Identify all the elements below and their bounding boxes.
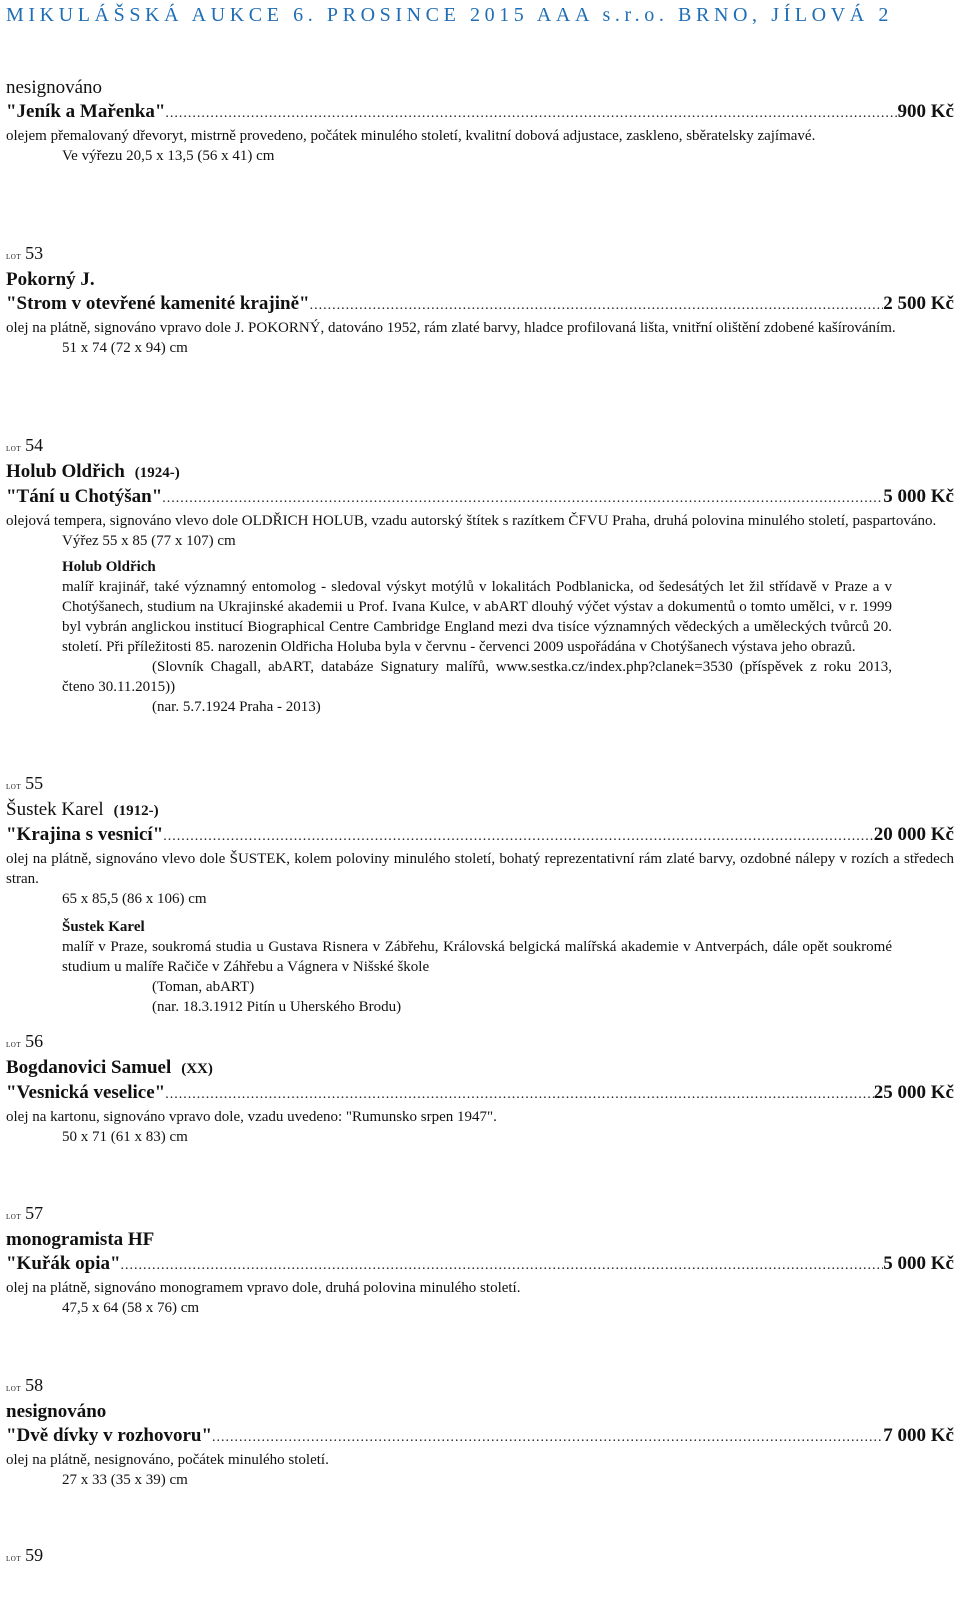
lot-title-row	[6, 1081, 954, 1107]
artist-bio-sources: (Toman, abART)	[152, 979, 255, 995]
lot-number-value: 54	[25, 435, 44, 455]
dot-leader	[163, 825, 874, 849]
lot-dimensions: 51 x 74 (72 x 94) cm	[62, 340, 188, 356]
lot-title-row	[6, 1424, 954, 1450]
lot-author: nesignováno	[6, 77, 103, 98]
lot-dimensions: 47,5 x 64 (58 x 76) cm	[62, 1300, 200, 1316]
dot-leader	[165, 1083, 874, 1107]
lot-title: "Kuřák opia"	[6, 1253, 121, 1274]
lot-price: 20 000 Kč	[873, 824, 954, 845]
lot-title-row	[6, 292, 954, 318]
lot-price: 900 Kč	[897, 101, 954, 122]
lot-description: olej na plátně, signováno monogramem vpravo dole, druhá polovina minulého století.	[6, 1280, 521, 1296]
artist-bio-birth: (nar. 5.7.1924 Praha - 2013)	[152, 699, 321, 715]
lot-title: "Tání u Chotýšan"	[6, 486, 163, 507]
lot-entry-53	[6, 242, 954, 358]
lot-number-value: 59	[25, 1545, 44, 1565]
lot-author-name: Bogdanovici Samuel	[6, 1057, 172, 1078]
lot-number	[6, 434, 954, 460]
lot-entry-58	[6, 1374, 954, 1490]
lot-title: "Dvě dívky v rozhovoru"	[6, 1425, 213, 1446]
lot-description: olejová tempera, signováno vlevo dole OLDŘICH HOLUB, vzadu autorský štítek s razítkem ČFVU Praha, druhá polovina minulého století, paspartováno.	[6, 513, 937, 529]
lot-price: 5 000 Kč	[883, 1253, 954, 1274]
lot-word: LOT	[6, 253, 22, 261]
dot-leader	[162, 487, 883, 511]
lot-description: olej na plátně, nesignováno, počátek minulého století.	[6, 1452, 329, 1468]
lot-title: "Jeník a Mařenka"	[6, 101, 166, 122]
dot-leader	[165, 102, 897, 126]
lot-number	[6, 242, 954, 268]
lot-title: "Strom v otevřené kamenité krajině"	[6, 293, 310, 314]
lot-title-row	[6, 100, 954, 126]
lot-author: nesignováno	[6, 1401, 107, 1422]
lot-description: olejem přemalovaný dřevoryt, mistrně provedeno, počátek minulého století, kvalitní dobová adjustace, zaskleno, sběratelsky zajímavé.	[6, 128, 816, 144]
lot-author-years: (1912-)	[113, 803, 159, 819]
page-header: MIKULÁŠSKÁ AUKCE 6. PROSINCE 2015 AAA s.r.o. BRNO, JÍLOVÁ 2	[6, 4, 894, 26]
lot-number	[6, 1030, 954, 1056]
lot-word: LOT	[6, 1213, 22, 1221]
lot-entry-56	[6, 1030, 954, 1147]
lot-price: 25 000 Kč	[873, 1082, 954, 1103]
dot-leader	[212, 1426, 883, 1450]
dot-leader	[121, 1254, 884, 1278]
lot-number	[6, 1202, 954, 1228]
lot-dimensions: Ve výřezu 20,5 x 13,5 (56 x 41) cm	[62, 148, 275, 164]
lot-number-value: 53	[25, 243, 44, 263]
lot-word: LOT	[6, 1385, 22, 1393]
lot-description: olej na kartonu, signováno vpravo dole, vzadu uvedeno: "Rumunsko srpen 1947".	[6, 1109, 497, 1125]
lot-entry-continued	[6, 76, 954, 166]
lot-title-row	[6, 1252, 954, 1278]
lot-number-value: 58	[25, 1375, 44, 1395]
lot-price: 7 000 Kč	[883, 1425, 954, 1446]
lot-title: "Vesnická veselice"	[6, 1082, 166, 1103]
lot-dimensions: Výřez 55 x 85 (77 x 107) cm	[62, 533, 236, 549]
lot-author-name: Holub Oldřich	[6, 461, 125, 482]
lot-entry-59	[6, 1544, 954, 1570]
lot-word: LOT	[6, 1041, 22, 1049]
lot-author-name: Šustek Karel	[6, 799, 104, 820]
lot-word: LOT	[6, 445, 22, 453]
lot-dimensions: 65 x 85,5 (86 x 106) cm	[62, 891, 207, 907]
lot-number	[6, 1374, 954, 1400]
lot-number-value: 55	[25, 773, 44, 793]
lot-author-years: (1924-)	[134, 465, 180, 481]
lot-number-value: 56	[25, 1031, 44, 1051]
artist-bio-birth: (nar. 18.3.1912 Pitín u Uherského Brodu)	[152, 999, 402, 1015]
lot-author	[6, 1056, 954, 1081]
lot-number	[6, 1544, 954, 1570]
artist-bio: malíř krajinář, také významný entomolog - sledoval výskyt motýlů v lokalitách Podblanicka, od šedesátých let žil střídavě v Praze a v Chotýšanech, studium na Ukrajinské akademii u Prof. Ivana Kulce, v abART dlouhý výčet výstav a dokumentů o tomto umělci, v r. 1999 byl vybrán anglickou institucí Biographical Centre Cambridge England mezi dva tisíce významných vědeckých a uměleckých tvůrců 20. století. Při příležitosti 85. narozenin Oldřicha Holuba byla v červnu - červenci 2009 uspořádána v Chotýšanech výstava jeho obrazů.	[62, 579, 892, 655]
lot-title-row	[6, 823, 954, 849]
lot-author	[6, 798, 954, 823]
lot-title-row	[6, 485, 954, 511]
artist-bio: malíř v Praze, soukromá studia u Gustava Risnera v Zábřehu, Královská belgická malířská akademie v Antverpách, dále opět soukromé studium u malíře Račiče v Záhřebu a Vágnera v Nišské škole	[62, 939, 892, 975]
lot-number-value: 57	[25, 1203, 44, 1223]
lot-entry-57	[6, 1202, 954, 1318]
lot-entry-55	[6, 772, 954, 1017]
lot-entry-54	[6, 434, 954, 717]
lot-author-years: (XX)	[181, 1061, 213, 1077]
lot-author: monogramista HF	[6, 1229, 155, 1250]
lot-word: LOT	[6, 1555, 22, 1563]
lot-author	[6, 460, 954, 485]
lot-price: 2 500 Kč	[883, 293, 954, 314]
lot-description: olej na plátně, signováno vlevo dole ŠUSTEK, kolem poloviny minulého století, bohatý reprezentativní rám zlaté barvy, ozdobné nálepy v rozích a středech stran.	[6, 851, 954, 887]
dot-leader	[310, 294, 884, 318]
lot-author: Pokorný J.	[6, 269, 95, 290]
lot-dimensions: 50 x 71 (61 x 83) cm	[62, 1129, 188, 1145]
lot-price: 5 000 Kč	[883, 486, 954, 507]
artist-bio-name: Holub Oldřich	[62, 559, 156, 575]
artist-bio-name: Šustek Karel	[62, 919, 145, 935]
lot-title: "Krajina s vesnicí"	[6, 824, 164, 845]
lot-word: LOT	[6, 783, 22, 791]
lot-description: olej na plátně, signováno vpravo dole J. POKORNÝ, datováno 1952, rám zlaté barvy, hladce profilovaná lišta, vnitřní olištění zdobené kašírováním.	[6, 320, 896, 336]
artist-bio-sources: (Slovník Chagall, abART, databáze Signatury malířů, www.sestka.cz/index.php?clanek=3530 (příspěvek z roku 2013, čteno 30.11.2015))	[62, 659, 892, 695]
lot-number	[6, 772, 954, 798]
lot-dimensions: 27 x 33 (35 x 39) cm	[62, 1472, 188, 1488]
